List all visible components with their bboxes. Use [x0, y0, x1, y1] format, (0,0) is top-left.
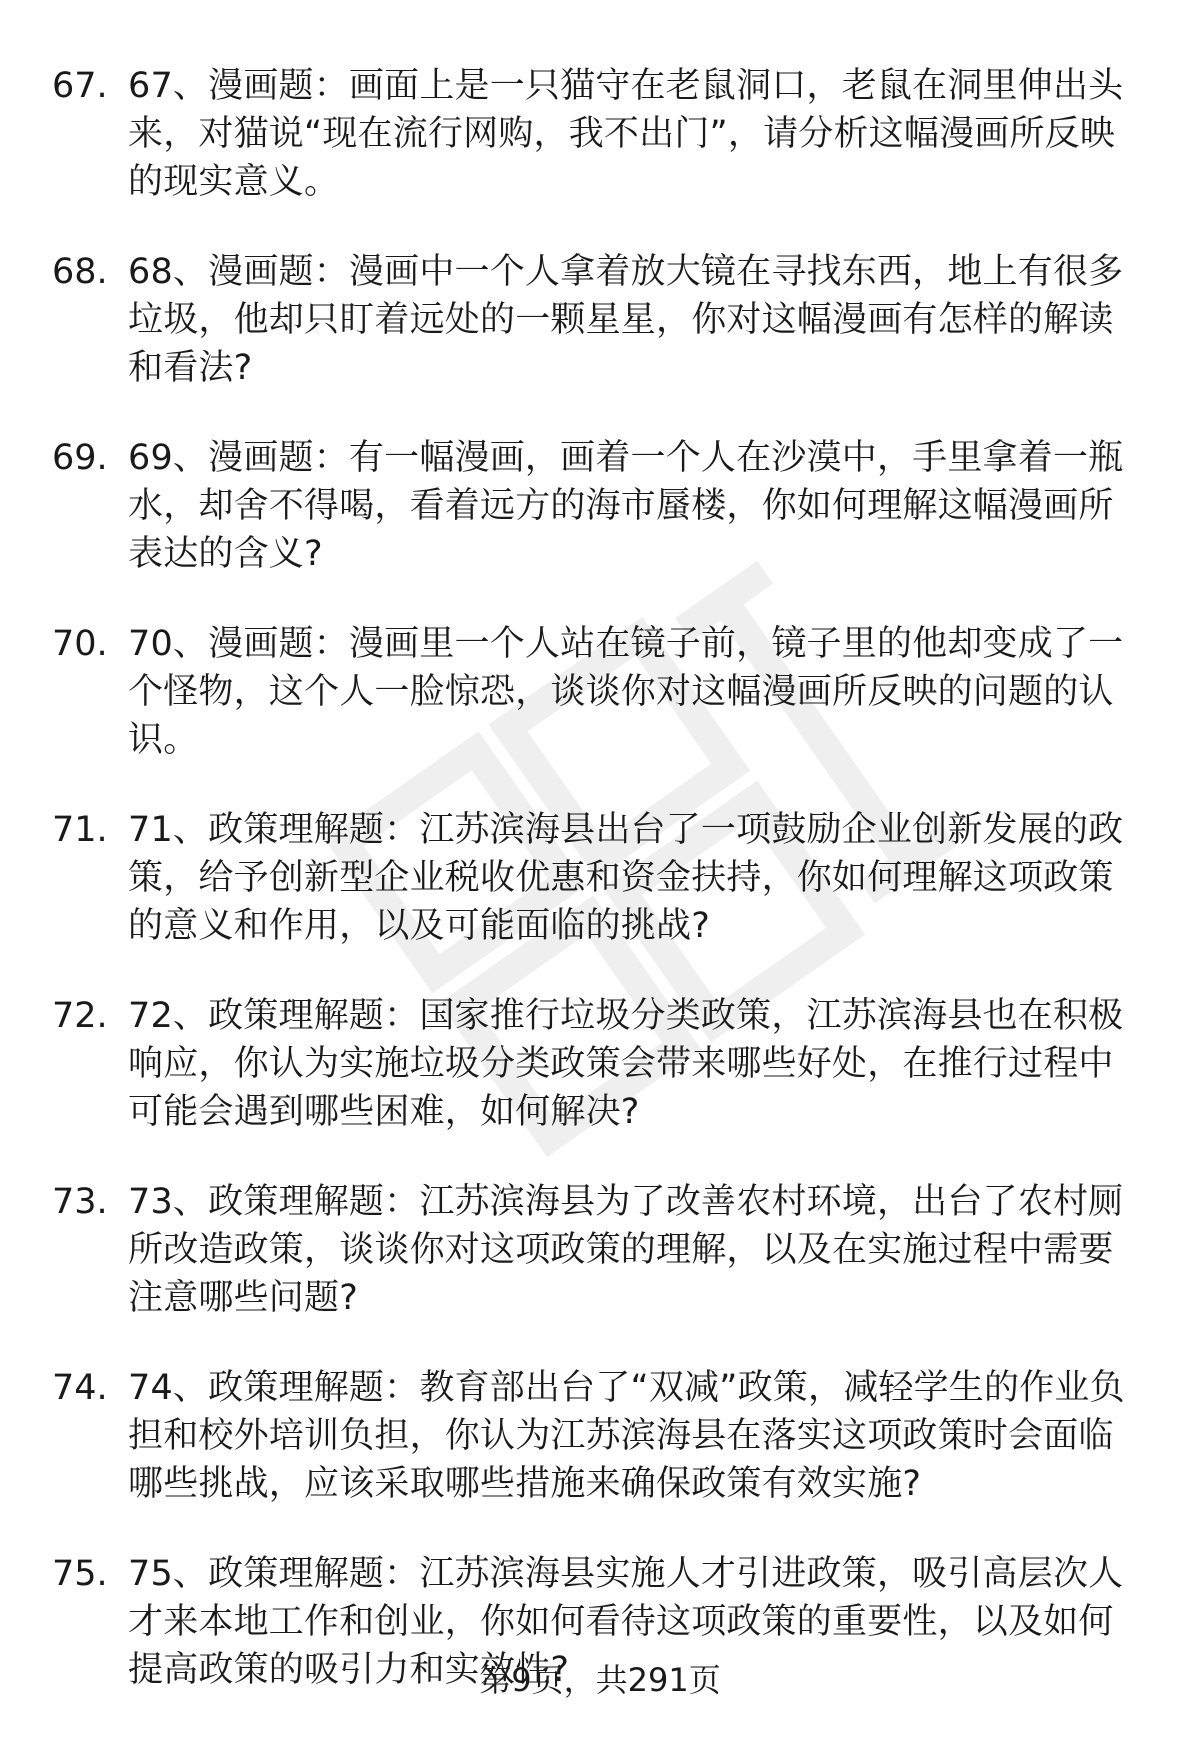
question-list: [52, 62, 1152, 1736]
item-text: 71、政策理解题：江苏滨海县出台了一项鼓励企业创新发展的政策，给予创新型企业税收优惠和资金扶持，你如何理解这项政策的意义和作用，以及可能面临的挑战?: [128, 810, 1124, 946]
item-number: 68.: [52, 252, 108, 292]
list-item: [52, 1364, 1152, 1508]
list-item: [52, 992, 1152, 1136]
list-item: [52, 806, 1152, 950]
page-footer: [0, 1660, 1200, 1700]
item-number: 69.: [52, 438, 108, 478]
item-number: 70.: [52, 624, 108, 664]
item-number: 74.: [52, 1368, 108, 1408]
list-item: [52, 248, 1152, 392]
item-number: 72.: [52, 996, 108, 1036]
item-number: 71.: [52, 810, 108, 850]
item-text: 75、政策理解题：江苏滨海县实施人才引进政策，吸引高层次人才来本地工作和创业，你如何看待这项政策的重要性，以及如何提高政策的吸引力和实效性?: [128, 1554, 1124, 1690]
page-number-label: 第9页，共291页: [479, 1661, 721, 1699]
item-text: 74、政策理解题：教育部出台了“双减”政策，减轻学生的作业负担和校外培训负担，你认为江苏滨海县在落实这项政策时会面临哪些挑战，应该采取哪些措施来确保政策有效实施?: [128, 1368, 1125, 1504]
item-number: 73.: [52, 1182, 108, 1222]
item-text: 72、政策理解题：国家推行垃圾分类政策，江苏滨海县也在积极响应，你认为实施垃圾分类政策会带来哪些好处，在推行过程中可能会遇到哪些困难，如何解决?: [128, 996, 1124, 1132]
list-item: [52, 434, 1152, 578]
list-item: [52, 62, 1152, 206]
item-number: 75.: [52, 1554, 108, 1594]
item-number: 67.: [52, 66, 108, 106]
list-item: [52, 1178, 1152, 1322]
item-text: 69、漫画题：有一幅漫画，画着一个人在沙漠中，手里拿着一瓶水，却舍不得喝，看着远方的海市蜃楼，你如何理解这幅漫画所表达的含义?: [128, 438, 1124, 574]
item-text: 68、漫画题：漫画中一个人拿着放大镜在寻找东西，地上有很多垃圾，他却只盯着远处的一颗星星，你对这幅漫画有怎样的解读和看法?: [128, 252, 1124, 388]
item-text: 73、政策理解题：江苏滨海县为了改善农村环境，出台了农村厕所改造政策，谈谈你对这项政策的理解，以及在实施过程中需要注意哪些问题?: [128, 1182, 1124, 1318]
item-text: 67、漫画题：画面上是一只猫守在老鼠洞口，老鼠在洞里伸出头来，对猫说“现在流行网购，我不出门”，请分析这幅漫画所反映的现实意义。: [128, 66, 1124, 202]
list-item: [52, 620, 1152, 764]
item-text: 70、漫画题：漫画里一个人站在镜子前，镜子里的他却变成了一个怪物，这个人一脸惊恐，谈谈你对这幅漫画所反映的问题的认识。: [128, 624, 1124, 760]
